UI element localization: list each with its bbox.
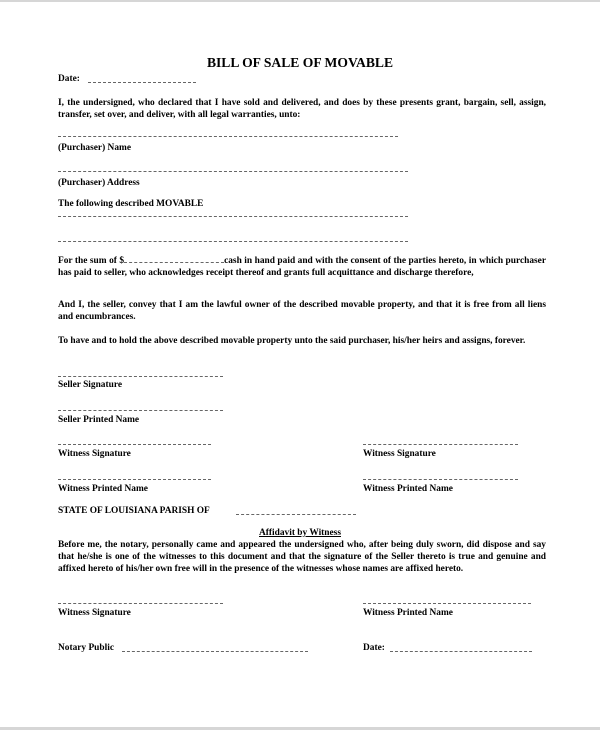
movable-field-1[interactable] <box>58 216 408 217</box>
notary-field[interactable] <box>122 651 308 652</box>
affidavit-title: Affidavit by Witness <box>259 528 341 538</box>
state-label: STATE OF LOUISIANA PARISH OF <box>58 506 210 516</box>
page-edge-top <box>0 0 600 2</box>
witness-printed-name-field-right[interactable] <box>363 479 518 480</box>
affidavit-witness-printed-name-field[interactable] <box>363 603 531 604</box>
witness-printed-name-label-left: Witness Printed Name <box>58 484 148 494</box>
notary-date-field[interactable] <box>390 651 532 652</box>
intro-paragraph: I, the undersigned, who declared that I have sold and delivered, and does by these presents grant, bargain, sell, assign, transfer, set over, and deliver, with all legal warranties, unto: <box>58 98 546 120</box>
seller-printed-name-label: Seller Printed Name <box>58 415 140 425</box>
affidavit-witness-signature-field[interactable] <box>58 603 223 604</box>
owner-paragraph: And I, the seller, convey that I am the lawful owner of the described movable property, and that it is free from all liens and encumbrances. <box>58 300 546 322</box>
sum-paragraph <box>58 254 546 279</box>
affidavit-paragraph: Before me, the notary, personally came and appeared the undersigned who, after being duly sworn, did dispose and say that he/she is one of the witnesses to this document and that the signature of the Seller thereto is true and genuine and affixed hereto of his/her own free will in the presence of the witnesses whose names are affixed hereto. <box>58 540 546 574</box>
seller-printed-name-field[interactable] <box>58 410 223 411</box>
witness-printed-name-field-left[interactable] <box>58 479 211 480</box>
witness-signature-label-left: Witness Signature <box>58 449 131 459</box>
notary-date-label: Date: <box>363 643 385 653</box>
sum-text: cash in hand paid and with the consent of the parties hereto, in which purchaser has paid to seller, who acknowledges receipt thereof and grants full acquittance and discharge therefore, <box>58 256 546 278</box>
date-label: Date: <box>58 74 80 84</box>
witness-signature-field-left[interactable] <box>58 444 211 445</box>
witness-printed-name-label-right: Witness Printed Name <box>363 484 453 494</box>
notary-label: Notary Public <box>58 643 114 653</box>
sum-amount-field[interactable] <box>124 254 224 263</box>
seller-signature-label: Seller Signature <box>58 380 122 390</box>
purchaser-address-field[interactable] <box>58 171 408 172</box>
date-field[interactable] <box>88 82 196 83</box>
affidavit-witness-signature-label: Witness Signature <box>58 608 131 618</box>
purchaser-address-label: (Purchaser) Address <box>58 178 140 188</box>
document-title: BILL OF SALE OF MOVABLE <box>206 55 394 70</box>
affidavit-witness-printed-name-label: Witness Printed Name <box>363 608 453 618</box>
sum-prefix: For the sum of $ <box>58 256 125 266</box>
purchaser-name-field[interactable] <box>58 136 398 137</box>
seller-signature-field[interactable] <box>58 376 223 377</box>
witness-signature-field-right[interactable] <box>363 444 518 445</box>
purchaser-name-label: (Purchaser) Name <box>58 143 131 153</box>
movable-field-2[interactable] <box>58 241 408 242</box>
witness-signature-label-right: Witness Signature <box>363 449 436 459</box>
hold-paragraph: To have and to hold the above described movable property unto the said purchaser, his/her heirs and assigns, forever. <box>58 336 526 346</box>
parish-field[interactable] <box>236 514 356 515</box>
movable-label: The following described MOVABLE <box>58 199 204 209</box>
